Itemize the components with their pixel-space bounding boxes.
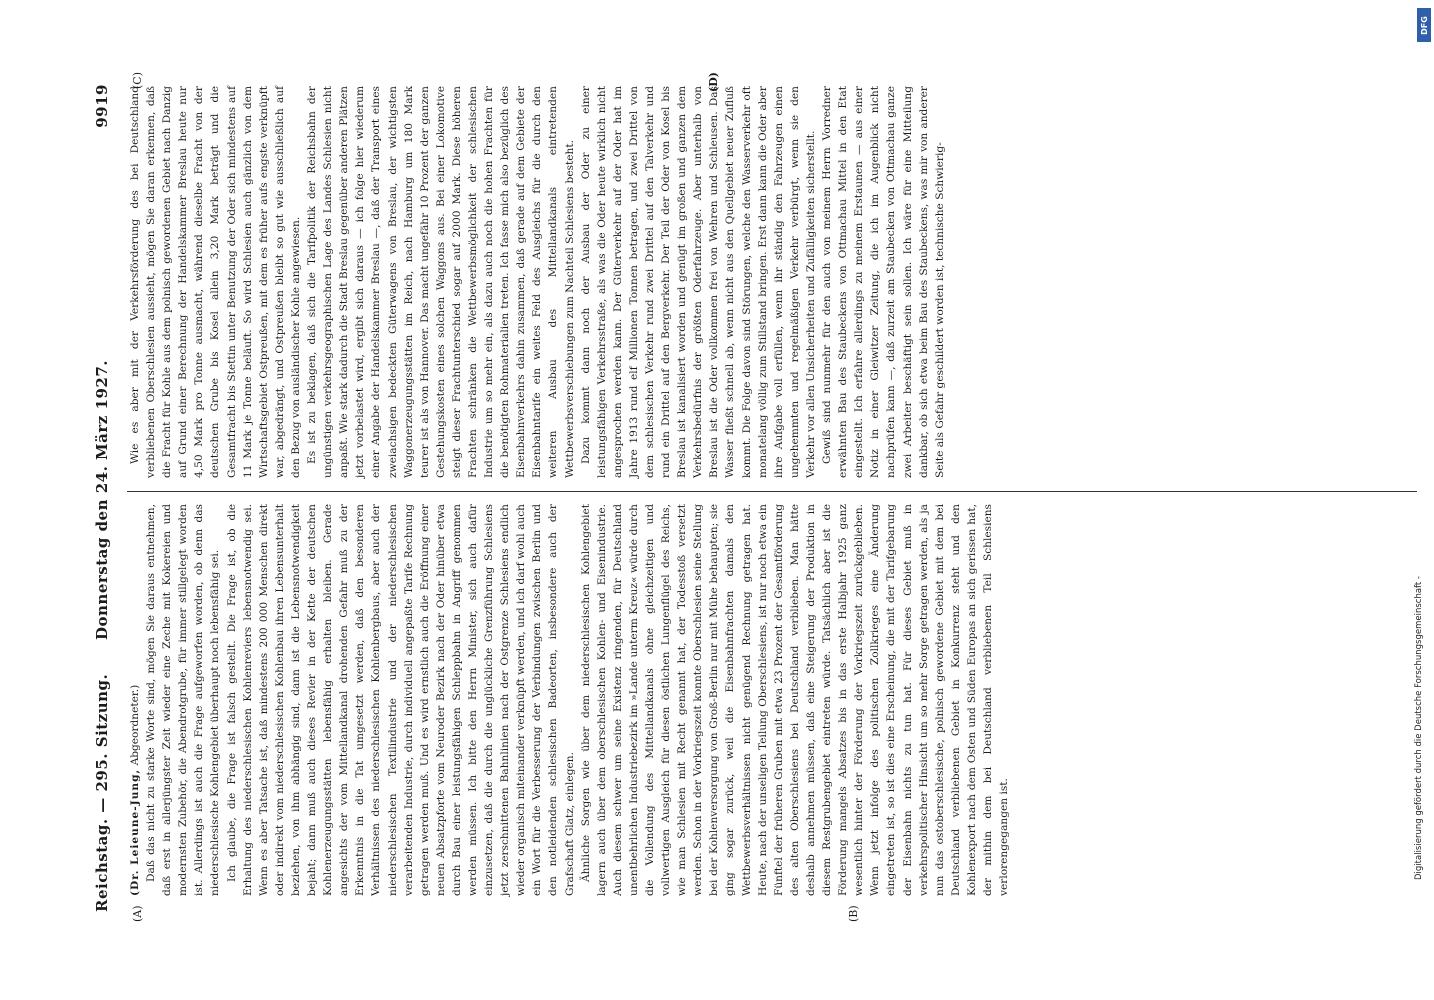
speaker-role: Abgeordneter.) (129, 684, 141, 766)
paragraph: Wie es aber mit der Verkehrsförderung des bei Deutschland verbliebenen Oberschlesien aussieht, mögen Sie daran erkennen, daß die Fracht für Kohle aus dem polnisch gewordenen Gebiet nach Danzig auf Grund einer Berechnung der Handelskammer Breslau heute nur 4,50 Mark pro Tonne ausmacht, während dieselbe Fracht von der deutschen Grube bis Kosel allein 3,20 Mark beträgt und die Gesamtfracht bis Stettin unter Benutzung der Oder sich mindestens auf 11 Mark je Tonne beläuft. So wird Schlesien auch gänzlich von dem Wirtschaftsgebiet Ostpreußen, mit dem es früher aufs engste verknüpft war, abgedrängt, und Ostpreußen bleibt so gut wie ausschließlich auf den Bezug von ausländischer Kohle angewiesen. (129, 86, 302, 478)
rotated-document-page (87, 70, 1434, 930)
page-number: 9919 (93, 84, 111, 128)
left-text-column (127, 504, 1012, 896)
margin-marker-d: (D) (707, 72, 720, 92)
header-session: Reichstag. — 295. Sitzung. (93, 673, 111, 912)
margin-marker-c: (C) (131, 72, 144, 89)
digitization-credit-text: Digitalisierung gefördert durch die Deutsche Forschungsgemeinschaft - (1414, 576, 1424, 880)
paragraph: Ähnliche Sorgen wie über dem niederschlesischen Kohlengebiet lagern auch über dem oberschlesischen Kohlen- und Eisenindustrie. Auch diesem schwer um seine Existenz ringenden, für Deutschland unentbehrlichen Industriebezirk im »Lande unterm Kreuz« würde durch die Vollendung des Mittellandkanals ohne gleichzeitigen und vollwertigen Ausgleich für diesen östlichen Lungenflügel des Reichs, wie man Schlesien mit Recht genannt hat, der Todesstoß versetzt werden. Schon in der Vorkriegszeit konnte Oberschlesien seine Stellung bei der Kohlenversorgung von Groß-Berlin nur mit Mühe behaupten; sie ging sogar zurück, weil die Eisenbahnfrachten damals den Wettbewerbsverhältnissen nicht genügend Rechnung getragen hat. Heute, nach der unseligen Teilung Oberschlesiens, ist nur noch etwa ein Fünftel der früheren Gruben mit etwa 23 Prozent der Gesamtförderung des alten Oberschlesiens bei Deutschland verblieben. Man hätte deshalb annehmen müssen, daß eine Steigerung der Produktion in diesem Restgrubengebiet eintreten würde. Tatsächlich aber ist die Förderung mangels Absatzes bis in das erste Halbjahr 1925 ganz wesentlich hinter der Förderung der Vorkriegszeit zurückgeblieben. Wenn jetzt infolge des politischen Zollkrieges eine Änderung eingetreten ist, so ist dies eine Erscheinung, die mit der Tarifgebarung der Eisenbahn nichts zu tun hat. Für dieses Gebiet muß in verkehrspolitischer Hinsicht um so mehr Sorge getragen werden, als ja nun das ostoberschlesische, polnisch gewordene Gebiet mit dem bei Deutschland verbliebenen Gebiet in Konkurrenz steht und den Kohlenexport nach dem Osten und Süden Europas an sich gerissen hat, der mithin dem bei Deutschland verbliebenen Teil Schlesiens verlorengegangen ist. (579, 504, 1011, 896)
margin-marker-a: (A) (131, 905, 144, 922)
paragraph: Gewiß sind nunmehr für den auch von meinem Herrn Vorredner erwähnten Bau des Staubeckens von Ottmachau Mittel in den Etat eingestellt. Ich erfahre allerdings zu meinem Erstaunen — aus einer Notiz in einer Gleiwitzer Zeitung, die ich im Augenblick nicht nachprüfen kann —, daß zurzeit am Staubecken von Ottmachau ganze zwei Arbeiter beschäftigt sein sollen. Ich wäre für eine Mitteilung dankbar, ob sich etwa beim Bau des Staubeckens, was mir von anderer Seite als Gefahr geschildert worden ist, technische Schwierig- (821, 86, 946, 478)
speaker-name: (Dr. Leieune-Jung, (129, 768, 141, 896)
digitization-credit (1414, 120, 1430, 880)
paragraph: Dazu kommt dann noch der Ausbau der Oder zu einer leistungsfähigen Verkehrsstraße, als was die Oder heute wirklich nicht angesprochen werden kann. Der Güterverkehr auf der Oder hat im Jahre 1913 rund elf Millionen Tonnen betragen, und zwei Drittel von dem schlesischen Verkehr rund zwei Drittel auf den Talverkehr und rund ein Drittel auf den Bergverkehr. Der Teil der Oder von Kosel bis Breslau ist kanalisiert worden und genügt im großen und ganzen dem Verkehrsbedürfnis der größten Oderfahrzeuge. Aber unterhalb von Breslau ist die Oder vollkommen frei von Wehren und Schleusen. Das Wasser fließt schnell ab, wenn nicht aus den Quellgebiet neuer Zufluß kommt. Die Folge davon sind Störungen, welche den Wasserverkehr oft monatelang völlig zum Stillstand bringen. Erst dann kann die Oder aber ihre Aufgabe voll erfüllen, wenn ihr ständig den Fahrzeugen einen ungehemmten und regelmäßigen Verkehr verbürgt, wenn sie den Verkehr vor allen Unsicherheiten und Zufälligkeiten sicherstellt. (579, 86, 817, 478)
paragraph: Daß das nicht zu starke Worte sind, mögen Sie daraus entnehmen, daß erst in allerjüngster Zeit wieder eine Zeche mit Kokereien und modernsten Zubehör, die Abendrotgrube, für immer stillgelegt worden ist. Allerdings ist auch die Frage aufgeworfen worden, ob denn das niederschlesische Kohlengebiet überhaupt noch lebensfähig sei. (145, 504, 222, 896)
right-text-column (127, 86, 948, 478)
header-date: Donnerstag den 24. März 1927. (93, 360, 111, 640)
paragraph: Ich glaube, die Frage ist falsch gestellt. Die Frage ist, ob die Erhaltung des niederschlesischen Kohlenreviers lebensnotwendig sei. Wenn es aber Tatsache ist, daß mindestens 200 000 Menschen direkt oder indirekt vom niederschlesischen Kohlenbau ihren Lebensunterhalt beziehen, von ihm abhängig sind, dann ist die Lebensnotwendigkeit bejaht; dann muß auch dieses Revier in der Kette der deutschen Kohlenerzeugungsstätten lebensfähig erhalten bleiben. Gerade angesichts der vom Mittellandkanal drohenden Gefahr muß zu der Erkenntnis in die Tat umgesetzt werden, daß den besonderen Verhältnissen des niederschlesischen Kohlenbergbaus, aber auch der niederschlesischen Textilindustrie und der niederschlesischen verarbeitenden Industrie, durch individuell angepaßte Tarife Rechnung getragen werden muß. Und es wird ernstlich auch die Eröffnung einer neuen Absatzpforte vom Neuroder Bezirk nach der Oder hinüber etwa durch Bau einer leistungsfähigen Schleppbahn in Angriff genommen werden müssen. Ich bitte den Herrn Minister, sich auch dafür einzusetzen, daß die durch die unglückliche Grenzführung Schlesiens jetzt zerschnittenen Bahnlinien nach der Ostgrenze Schlesiens endlich wieder organisch miteinander verknüpft werden, und ich darf wohl auch ein Wort für die Verbesserung der Verbindungen zwischen Berlin und den notleidenden schlesischen Badeorten, insbesondere auch der Grafschaft Glatz, einlegen. (225, 504, 576, 896)
page-header (87, 70, 117, 930)
margin-marker-b: (B) (847, 905, 860, 922)
column-divider (127, 491, 1417, 492)
paragraph: Es ist zu beklagen, daß sich die Tarifpolitik der Reichsbahn der ungünstigen verkehrsgeographischen Lage des Landes Schlesien nicht anpaßt. Wie stark dadurch die Stadt Breslau gegenüber anderen Plätzen jetzt vorbelastet wird, ergibt sich daraus — ich folge hier wiederum einer Angabe der Handelskammer Breslau —, daß der Transport eines zweiachsigen bedeckten Güterwagens von Breslau, der wichtigsten Waggonerzeugungsstätten im Reich, nach Hamburg um 180 Mark teurer ist als von Hannover. Das macht ungefähr 10 Prozent der ganzen Gestehungskosten eines solchen Waggons aus. Bei einer Lokomotive steigt dieser Frachtunterschied sogar auf 2000 Mark. Diese höheren Frachten schränken die Wettbewerbsmöglichkeit der schlesischen Industrie um so mehr ein, als dazu auch noch die hohen Frachten für die benötigten Rohmaterialien treten. Ich fasse mich also bezüglich des Eisenbahnverkehrs dahin zusammen, daß gerade auf dem Gebiete der Eisenbahntarife ein weites Feld des Ausgleichs für die durch den weiteren Ausbau des Mittellandkanals eintretenden Wettbewerbsverschiebungen zum Nachteil Schlesiens besteht. (306, 86, 576, 478)
speaker-line (127, 504, 143, 896)
dfg-logo: DFG (1417, 8, 1431, 42)
